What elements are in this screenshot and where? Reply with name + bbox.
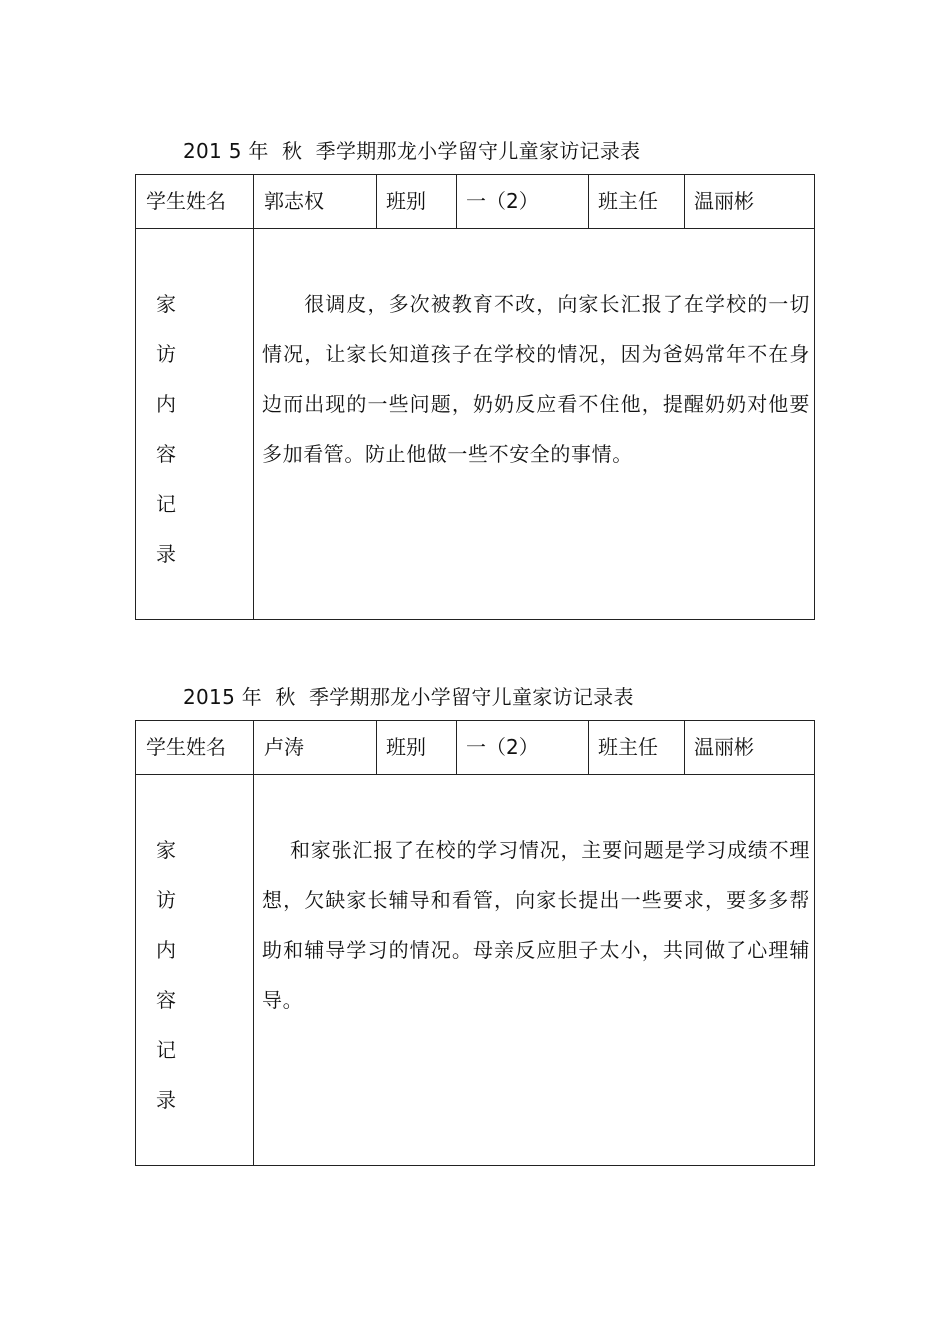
label-char: 家 — [156, 292, 176, 316]
column-divider — [376, 175, 377, 228]
column-divider — [456, 721, 457, 774]
record-table — [135, 720, 815, 1166]
class-value: 一（2） — [466, 189, 539, 213]
column-divider — [588, 721, 589, 774]
label-char: 记 — [156, 492, 176, 516]
class-value: 一（2） — [466, 735, 539, 759]
teacher-name: 温丽彬 — [694, 735, 754, 759]
label-char: 容 — [156, 988, 176, 1012]
visit-content-label — [156, 825, 178, 1125]
column-divider — [456, 175, 457, 228]
student-name-label: 学生姓名 — [146, 735, 226, 759]
label-char: 内 — [156, 938, 176, 962]
class-label: 班别 — [386, 735, 426, 759]
record-title: 201 5 年 秋 季学期那龙小学留守儿童家访记录表 — [183, 139, 641, 163]
column-divider — [684, 175, 685, 228]
record-title: 2015 年 秋 季学期那龙小学留守儿童家访记录表 — [183, 685, 634, 709]
label-char: 记 — [156, 1038, 176, 1062]
row-divider — [136, 774, 814, 775]
column-divider — [376, 721, 377, 774]
visit-content-text: 和家张汇报了在校的学习情况，主要问题是学习成绩不理想，欠缺家长辅导和看管，向家长提出一些要求，要多多帮助和辅导学习的情况。母亲反应胆子太小，共同做了心理辅导。 — [262, 838, 810, 1012]
class-label: 班别 — [386, 189, 426, 213]
student-name-value: 卢涛 — [264, 735, 304, 759]
student-name-label: 学生姓名 — [146, 189, 226, 213]
teacher-label: 班主任 — [598, 189, 658, 213]
column-divider — [253, 175, 254, 620]
record-table — [135, 174, 815, 620]
column-divider — [684, 721, 685, 774]
column-divider — [253, 721, 254, 1166]
column-divider — [588, 175, 589, 228]
label-char: 录 — [156, 1088, 176, 1112]
label-char: 访 — [156, 342, 176, 366]
label-char: 容 — [156, 442, 176, 466]
teacher-label: 班主任 — [598, 735, 658, 759]
label-char: 录 — [156, 542, 176, 566]
label-char: 访 — [156, 888, 176, 912]
visit-content-text: 很调皮，多次被教育不改，向家长汇报了在学校的一切情况，让家长知道孩子在学校的情况，因为爸妈常年不在身边而出现的一些问题，奶奶反应看不住他，提醒奶奶对他要多加看管。防止他做一些不安全的事情。 — [262, 292, 810, 466]
label-char: 内 — [156, 392, 176, 416]
row-divider — [136, 228, 814, 229]
visit-content-label — [156, 279, 178, 579]
student-name-value: 郭志权 — [264, 189, 324, 213]
label-char: 家 — [156, 838, 176, 862]
teacher-name: 温丽彬 — [694, 189, 754, 213]
